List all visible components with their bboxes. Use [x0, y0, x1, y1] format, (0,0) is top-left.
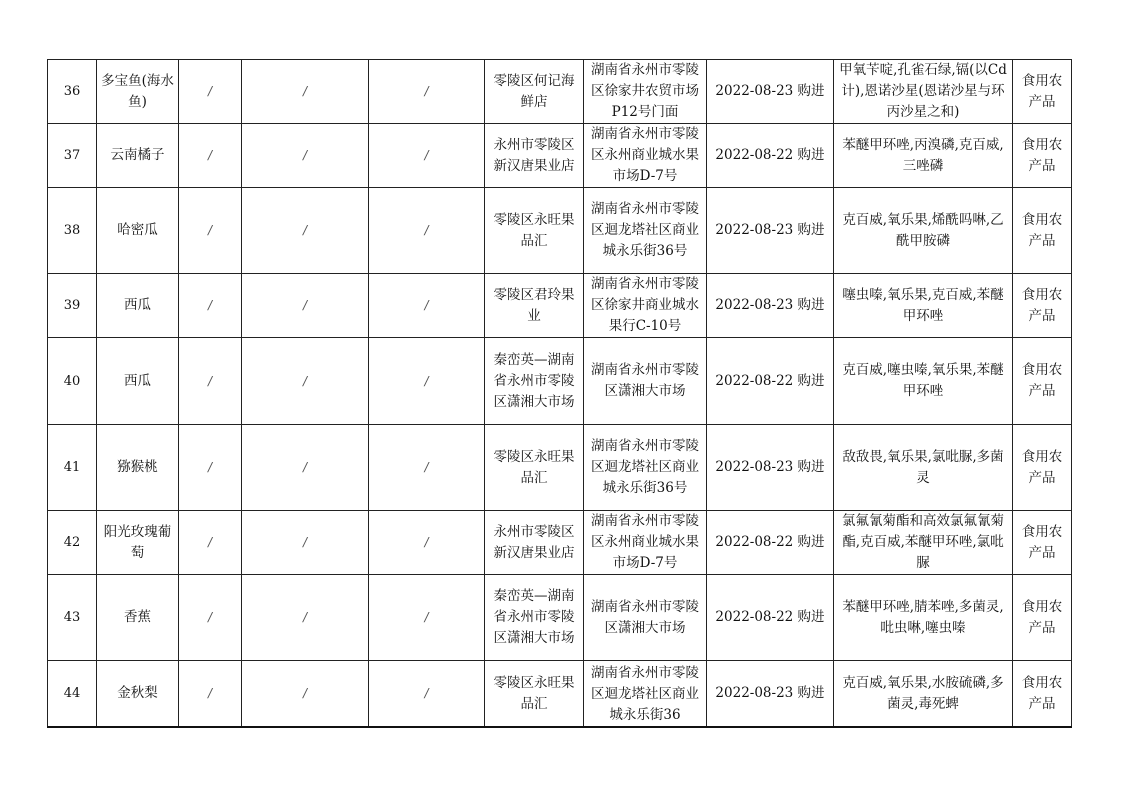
seller-name: 零陵区永旺果品汇 [485, 661, 584, 728]
empty-cell: / [242, 188, 369, 274]
seller-address: 湖南省永州市零陵区潇湘大市场 [584, 575, 707, 661]
table-row [48, 661, 1072, 728]
empty-cell: / [179, 511, 242, 575]
empty-cell: / [179, 60, 242, 124]
purchase-date: 2022-08-22 购进 [707, 575, 834, 661]
empty-cell: / [242, 511, 369, 575]
seller-name: 秦峦英—湖南省永州市零陵区潇湘大市场 [485, 575, 584, 661]
empty-cell: / [369, 188, 485, 274]
product-category: 食用农产品 [1013, 274, 1072, 338]
table-row [48, 511, 1072, 575]
empty-cell: / [242, 274, 369, 338]
row-number: 36 [48, 60, 97, 124]
empty-cell: / [242, 575, 369, 661]
product-category: 食用农产品 [1013, 338, 1072, 425]
seller-name: 零陵区永旺果品汇 [485, 188, 584, 274]
empty-cell: / [369, 425, 485, 511]
product-category: 食用农产品 [1013, 124, 1072, 188]
seller-address: 湖南省永州市零陵区迴龙塔社区商业城永乐街36号 [584, 425, 707, 511]
product-category: 食用农产品 [1013, 60, 1072, 124]
empty-cell: / [179, 425, 242, 511]
sample-name: 猕猴桃 [97, 425, 179, 511]
purchase-date: 2022-08-23 购进 [707, 60, 834, 124]
empty-cell: / [242, 60, 369, 124]
empty-cell: / [179, 188, 242, 274]
inspection-items: 克百威,氧乐果,烯酰吗啉,乙酰甲胺磷 [834, 188, 1013, 274]
row-number: 42 [48, 511, 97, 575]
empty-cell: / [369, 274, 485, 338]
row-number: 39 [48, 274, 97, 338]
empty-cell: / [242, 425, 369, 511]
empty-cell: / [369, 661, 485, 728]
empty-cell: / [179, 661, 242, 728]
purchase-date: 2022-08-23 购进 [707, 188, 834, 274]
table-row [48, 338, 1072, 425]
row-number: 40 [48, 338, 97, 425]
empty-cell: / [369, 511, 485, 575]
empty-cell: / [242, 661, 369, 728]
empty-cell: / [242, 338, 369, 425]
empty-cell: / [179, 575, 242, 661]
seller-address: 湖南省永州市零陵区潇湘大市场 [584, 338, 707, 425]
sample-name: 香蕉 [97, 575, 179, 661]
seller-address: 湖南省永州市零陵区徐家井农贸市场P12号门面 [584, 60, 707, 124]
row-number: 41 [48, 425, 97, 511]
empty-cell: / [179, 338, 242, 425]
inspection-items: 克百威,氧乐果,水胺硫磷,多菌灵,毒死蜱 [834, 661, 1013, 728]
row-number: 37 [48, 124, 97, 188]
inspection-items: 克百威,噻虫嗪,氧乐果,苯醚甲环唑 [834, 338, 1013, 425]
sample-name: 云南橘子 [97, 124, 179, 188]
row-number: 44 [48, 661, 97, 728]
table-row [48, 274, 1072, 338]
inspection-items: 敌敌畏,氧乐果,氯吡脲,多菌灵 [834, 425, 1013, 511]
seller-name: 零陵区何记海鲜店 [485, 60, 584, 124]
seller-name: 永州市零陵区新汉唐果业店 [485, 124, 584, 188]
seller-address: 湖南省永州市零陵区永州商业城水果市场D-7号 [584, 124, 707, 188]
empty-cell: / [242, 124, 369, 188]
seller-address: 湖南省永州市零陵区迴龙塔社区商业城永乐街36号 [584, 188, 707, 274]
product-category: 食用农产品 [1013, 425, 1072, 511]
seller-address: 湖南省永州市零陵区迴龙塔社区商业城永乐街36 [584, 661, 707, 728]
table-row [48, 188, 1072, 274]
product-category: 食用农产品 [1013, 188, 1072, 274]
sample-name: 西瓜 [97, 274, 179, 338]
purchase-date: 2022-08-22 购进 [707, 338, 834, 425]
empty-cell: / [369, 575, 485, 661]
product-category: 食用农产品 [1013, 661, 1072, 728]
product-category: 食用农产品 [1013, 575, 1072, 661]
inspection-items: 噻虫嗪,氧乐果,克百威,苯醚甲环唑 [834, 274, 1013, 338]
table-row [48, 124, 1072, 188]
table-row [48, 425, 1072, 511]
seller-name: 永州市零陵区新汉唐果业店 [485, 511, 584, 575]
empty-cell: / [369, 124, 485, 188]
purchase-date: 2022-08-23 购进 [707, 274, 834, 338]
sample-name: 哈密瓜 [97, 188, 179, 274]
inspection-items: 苯醚甲环唑,丙溴磷,克百威,三唑磷 [834, 124, 1013, 188]
empty-cell: / [369, 60, 485, 124]
table-row [48, 60, 1072, 124]
product-category: 食用农产品 [1013, 511, 1072, 575]
seller-name: 秦峦英—湖南省永州市零陵区潇湘大市场 [485, 338, 584, 425]
seller-address: 湖南省永州市零陵区永州商业城水果市场D-7号 [584, 511, 707, 575]
row-number: 43 [48, 575, 97, 661]
empty-cell: / [369, 338, 485, 425]
empty-cell: / [179, 274, 242, 338]
inspection-results-table [47, 59, 1072, 728]
inspection-items: 苯醚甲环唑,腈苯唑,多菌灵,吡虫啉,噻虫嗪 [834, 575, 1013, 661]
empty-cell: / [179, 124, 242, 188]
sample-name: 阳光玫瑰葡萄 [97, 511, 179, 575]
seller-address: 湖南省永州市零陵区徐家井商业城水果行C-10号 [584, 274, 707, 338]
sample-name: 西瓜 [97, 338, 179, 425]
sample-name: 多宝鱼(海水鱼) [97, 60, 179, 124]
row-number: 38 [48, 188, 97, 274]
purchase-date: 2022-08-23 购进 [707, 425, 834, 511]
sample-name: 金秋梨 [97, 661, 179, 728]
inspection-items: 甲氧苄啶,孔雀石绿,镉(以Cd计),恩诺沙星(恩诺沙星与环丙沙星之和) [834, 60, 1013, 124]
inspection-items: 氯氟氰菊酯和高效氯氟氰菊酯,克百威,苯醚甲环唑,氯吡脲 [834, 511, 1013, 575]
purchase-date: 2022-08-22 购进 [707, 124, 834, 188]
seller-name: 零陵区永旺果品汇 [485, 425, 584, 511]
purchase-date: 2022-08-23 购进 [707, 661, 834, 728]
purchase-date: 2022-08-22 购进 [707, 511, 834, 575]
seller-name: 零陵区君玲果业 [485, 274, 584, 338]
table-row [48, 575, 1072, 661]
